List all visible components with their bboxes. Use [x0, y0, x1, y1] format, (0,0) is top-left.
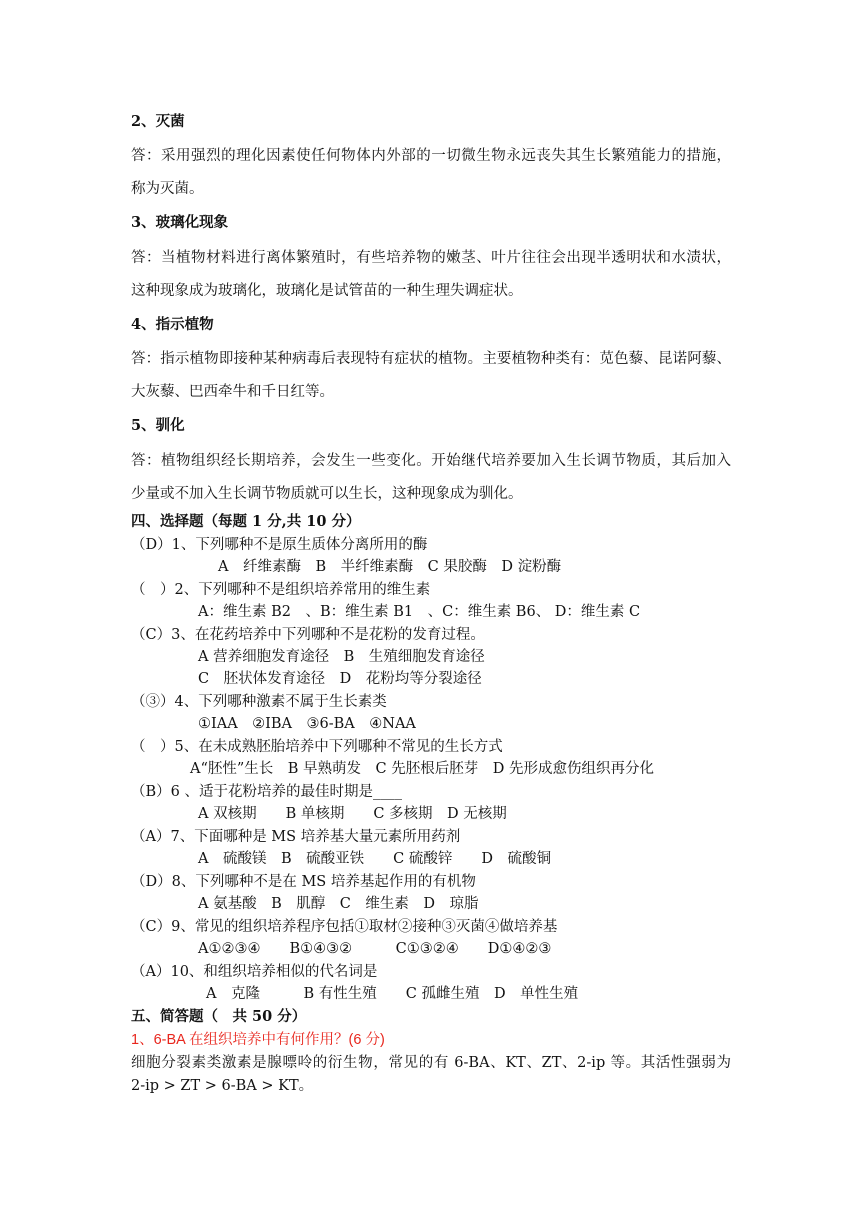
- definition-answer-line: 答：植物组织经长期培养，会发生一些变化。开始继代培养要加入生长调节物质，其后加入: [131, 453, 731, 469]
- question-text: （ ）5、在未成熟胚胎培养中下列哪种不常见的生长方式: [131, 739, 503, 755]
- question-options: ①IAA ②IBA ③6-BA ④NAA: [198, 716, 416, 732]
- answer-line: 2-ip > ZT > 6-BA > KT。: [131, 1078, 314, 1094]
- section-title: 五、简答题（ 共 50 分）: [131, 1008, 307, 1025]
- question-text: （A）10、和组织培养相似的代名词是: [131, 964, 378, 980]
- question-text: （ ）2、下列哪种不是组织培养常用的维生素: [131, 582, 431, 598]
- question-options: A 营养细胞发育途径 B 生殖细胞发育途径: [198, 649, 485, 665]
- definition-heading: 3、玻璃化现象: [131, 214, 229, 231]
- definition-answer-line: 答：采用强烈的理化因素使任何物体内外部的一切微生物永远丧失其生长繁殖能力的措施，: [131, 148, 731, 164]
- answer-line: 细胞分裂素类激素是腺嘌呤的衍生物，常见的有 6-BA、KT、ZT、2-ip 等。其活性强弱为: [131, 1055, 731, 1071]
- definition-heading: 2、灭菌: [131, 113, 185, 130]
- section-title: 四、选择题（每题 1 分,共 10 分）: [131, 513, 361, 530]
- question-text: （C）3、在花药培养中下列哪种不是花粉的发育过程。: [131, 627, 485, 643]
- definition-answer-line: 称为灭菌。: [131, 181, 204, 197]
- question-options: A：维生素 B2 、B：维生素 B1 、C：维生素 B6、 D：维生素 C: [198, 604, 641, 620]
- question-options: A 双核期 B 单核期 C 多核期 D 无核期: [198, 806, 507, 822]
- question-text: （③）4、下列哪种激素不属于生长素类: [131, 694, 387, 710]
- question-options: A①②③④ B①④③② C①③②④ D①④②③: [198, 941, 552, 957]
- definition-answer-line: 答：指示植物即接种某种病毒后表现特有症状的植物。主要植物种类有：苋色藜、昆诺阿藜、: [131, 351, 731, 367]
- question-text: （A）7、下面哪种是 MS 培养基大量元素所用药剂: [131, 829, 461, 845]
- question-text: （C）9、常见的组织培养程序包括①取材②接种③灭菌④做培养基: [131, 919, 558, 935]
- definition-answer-line: 少量或不加入生长调节物质就可以生长，这种现象成为驯化。: [131, 486, 523, 502]
- question-options: C 胚状体发育途径 D 花粉均等分裂途径: [198, 671, 482, 687]
- definition-answer-line: 答：当植物材料进行离体繁殖时，有些培养物的嫩茎、叶片往往会出现半透明状和水渍状，: [131, 250, 731, 266]
- question-text: （D）1、下列哪种不是原生质体分离所用的酶: [131, 537, 428, 553]
- question-options: A 克隆 B 有性生殖 C 孤雌生殖 D 单性生殖: [206, 986, 579, 1002]
- definition-heading: 4、指示植物: [131, 316, 214, 333]
- question-text: （D）8、下列哪种不是在 MS 培养基起作用的有机物: [131, 874, 476, 890]
- question-title: 1、6-BA 在组织培养中有何作用？(6 分): [131, 1032, 385, 1048]
- question-options: A 纤维素酶 B 半纤维素酶 C 果胶酶 D 淀粉酶: [218, 559, 562, 575]
- definition-answer-line: 大灰藜、巴西牵牛和千日红等。: [131, 384, 334, 400]
- definition-answer-line: 这种现象成为玻璃化，玻璃化是试管苗的一种生理失调症状。: [131, 283, 523, 299]
- question-options: A“胚性”生长 B 早熟萌发 C 先胚根后胚芽 D 先形成愈伤组织再分化: [190, 761, 654, 777]
- question-text: （B）6 、适于花粉培养的最佳时期是____: [131, 784, 402, 800]
- question-options: A 氨基酸 B 肌醇 C 维生素 D 琼脂: [198, 896, 479, 912]
- definition-heading: 5、驯化: [131, 417, 185, 434]
- question-options: A 硫酸镁 B 硫酸亚铁 C 硫酸锌 D 硫酸铜: [198, 851, 551, 867]
